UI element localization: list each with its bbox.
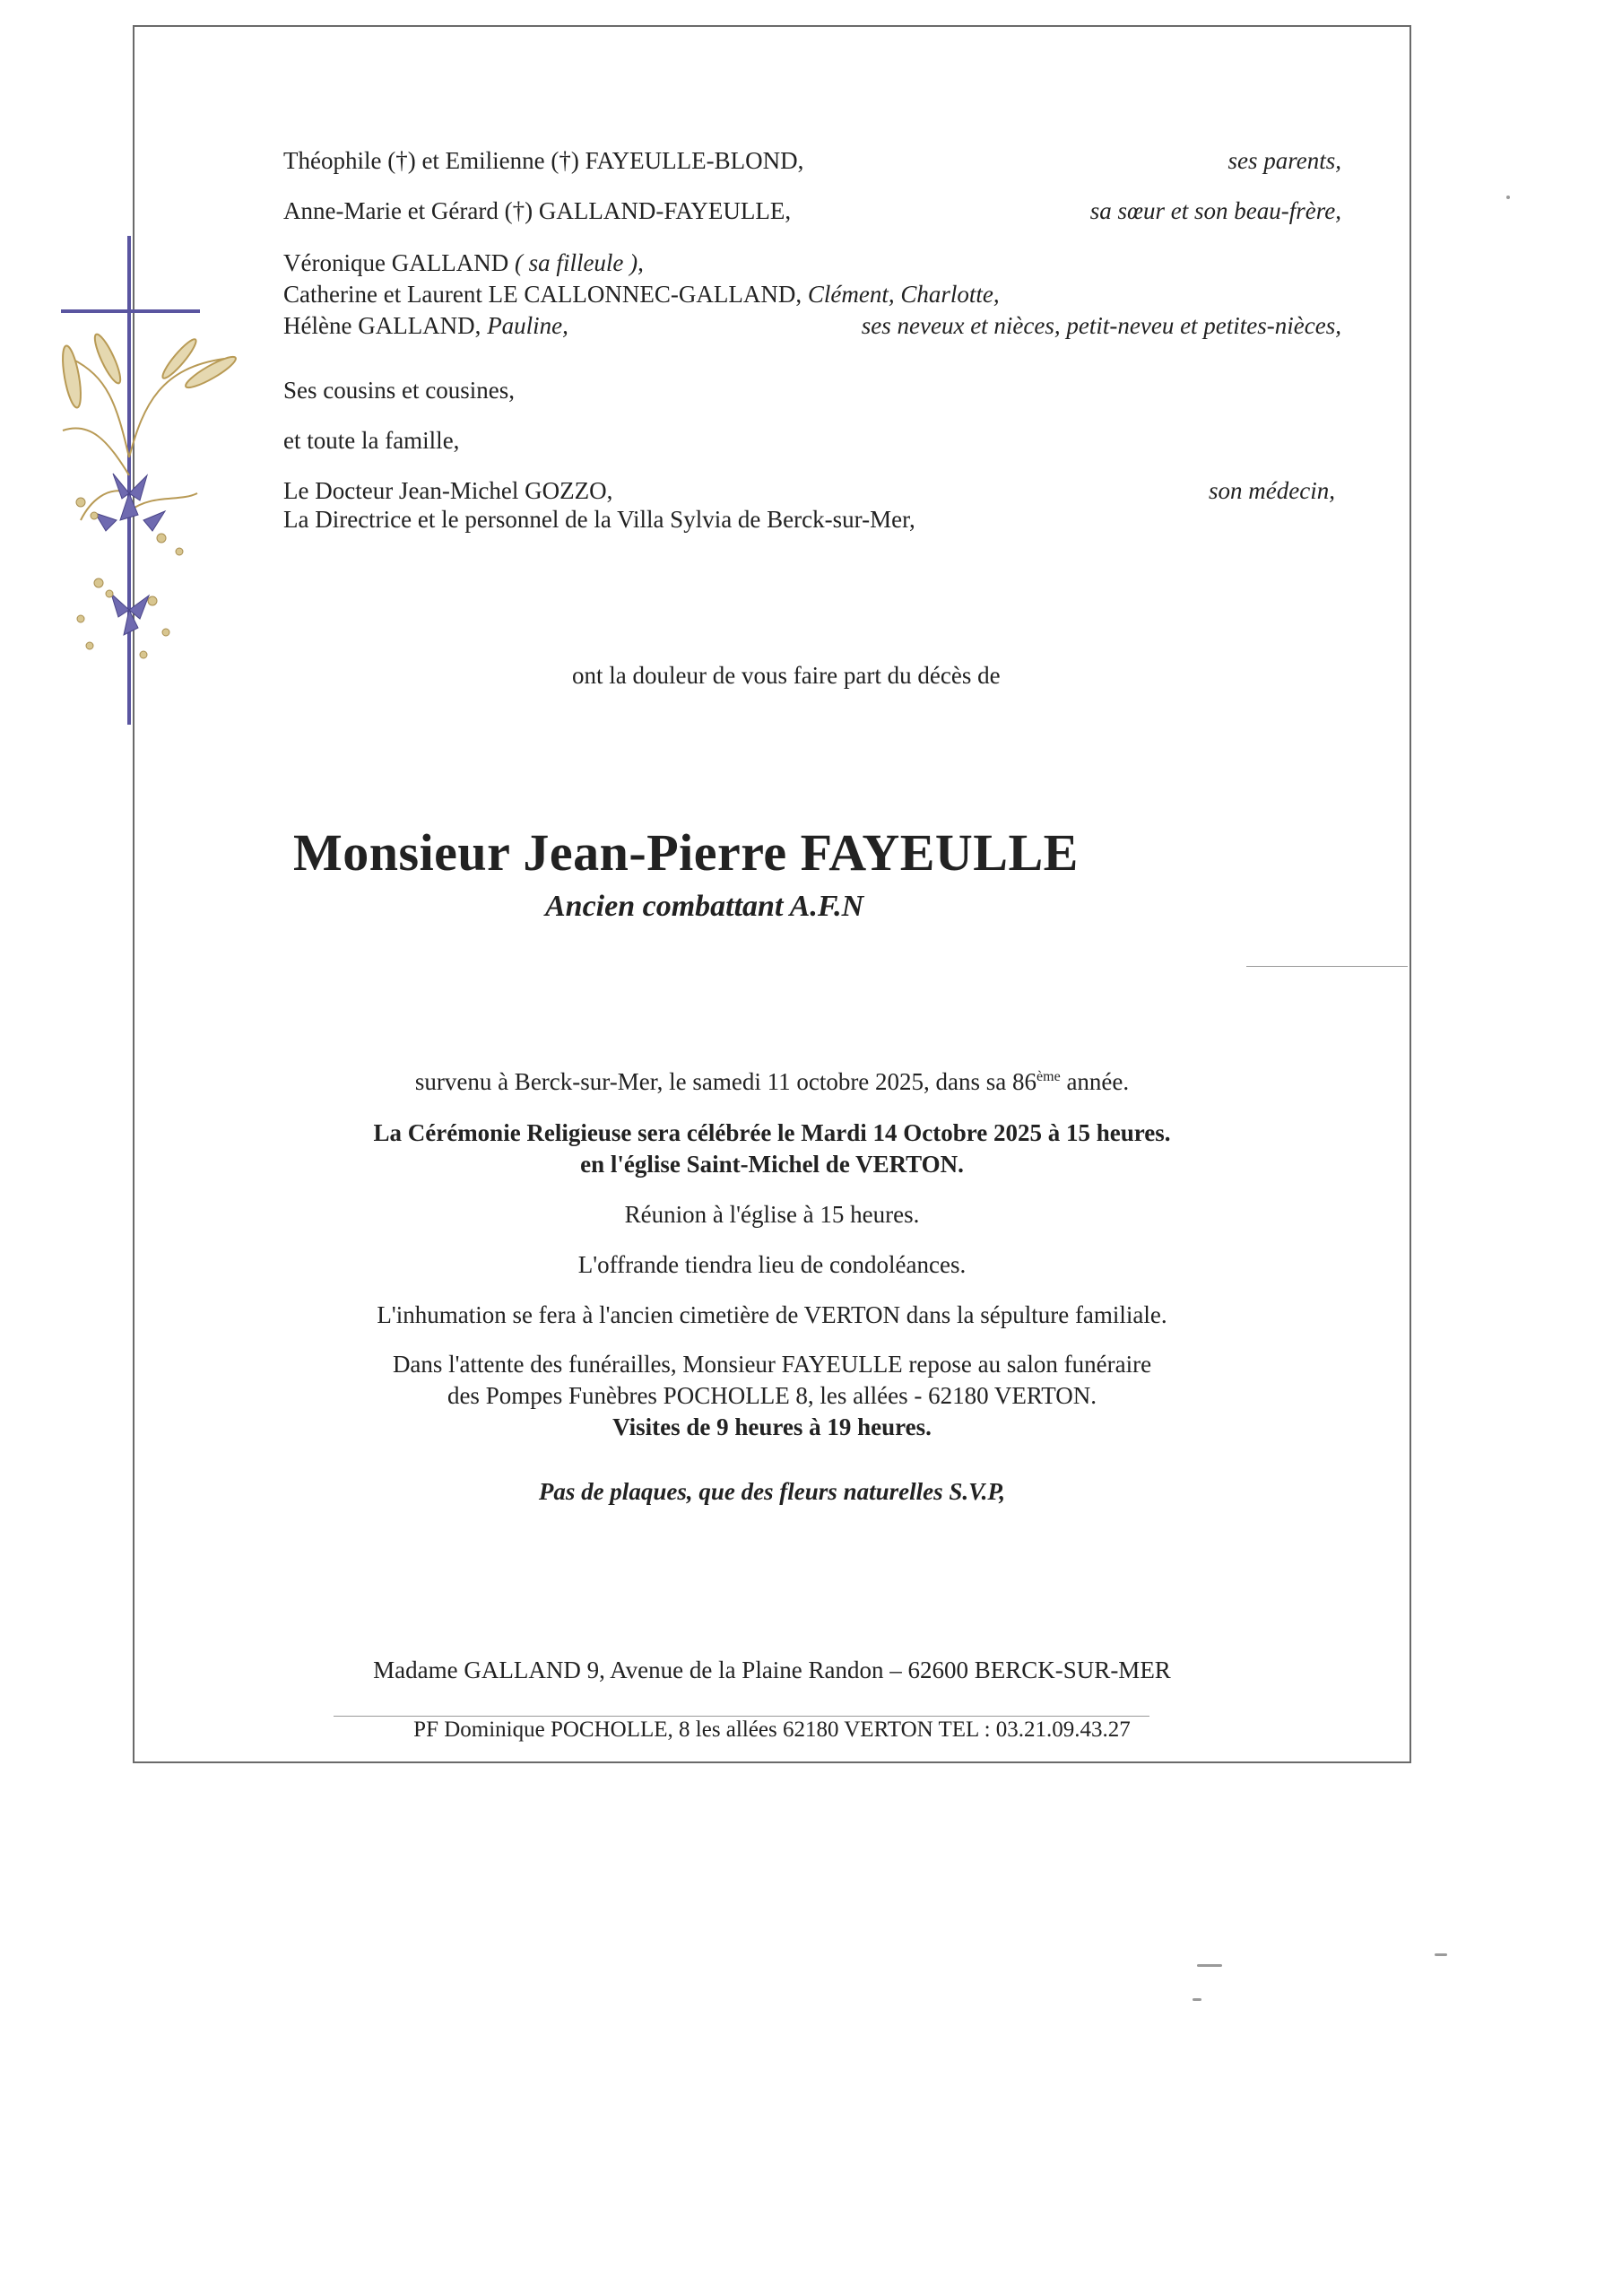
parents-role: ses parents,	[1227, 147, 1341, 174]
doctor-name: Le Docteur Jean-Michel GOZZO,	[283, 477, 613, 504]
veronique-name: Véronique GALLAND	[283, 249, 509, 276]
catherine-children: Clément, Charlotte,	[807, 281, 1000, 308]
announcement-intro: ont la douleur de vous faire part du décès de	[572, 662, 1001, 689]
helene-line	[283, 314, 568, 338]
death-after: année.	[1060, 1068, 1130, 1095]
veronique-note: ( sa filleule ),	[514, 249, 644, 276]
family-address: Madame GALLAND 9, Avenue de la Plaine Randon – 62600 BERCK-SUR-MER	[373, 1657, 1171, 1683]
veronique-line	[283, 251, 644, 275]
catherine-line	[283, 283, 1000, 307]
scan-speck	[1506, 196, 1510, 199]
offering-line: L'offrande tiendra lieu de condoléances.	[577, 1251, 967, 1278]
deceased-name: Monsieur Jean-Pierre FAYEULLE	[293, 823, 1079, 882]
doctor-role: son médecin,	[1209, 477, 1335, 504]
funeral-home-line: PF Dominique POCHOLLE, 8 les allées 62180 VERTON TEL : 03.21.09.43.27	[413, 1718, 1131, 1742]
cousins-line: Ses cousins et cousines,	[283, 377, 515, 404]
scan-speck	[1246, 966, 1408, 967]
wheat-icon	[59, 332, 239, 520]
burial-line: L'inhumation se fera à l'ancien cimetière de VERTON dans la sépulture familiale.	[377, 1301, 1167, 1328]
scan-speck	[1193, 1998, 1201, 2001]
flowers-line: Pas de plaques, que des fleurs naturelles S.V.P,	[538, 1478, 1006, 1505]
helene-child: Pauline,	[487, 312, 568, 339]
death-sup: ème	[1037, 1069, 1061, 1084]
parents-names: Théophile (†) et Emilienne (†) FAYEULLE-BLOND,	[283, 147, 804, 174]
scan-speck	[1435, 1953, 1447, 1956]
rest-line-1: Dans l'attente des funérailles, Monsieur FAYEULLE repose au salon funéraire	[392, 1351, 1152, 1378]
footer-divider	[334, 1716, 1149, 1717]
ceremony-line: La Cérémonie Religieuse sera célébrée le Mardi 14 Octobre 2025 à 15 heures.	[373, 1119, 1171, 1146]
catherine-names: Catherine et Laurent LE CALLONNEC-GALLAND,	[283, 281, 802, 308]
villa-line: La Directrice et le personnel de la Villa Sylvia de Berck-sur-Mer,	[283, 506, 915, 533]
nephews-role: ses neveux et nièces, petit-neveu et petites-nièces,	[861, 312, 1341, 339]
meeting-line: Réunion à l'église à 15 heures.	[624, 1201, 920, 1228]
sister-role: sa sœur et son beau-frère,	[1089, 197, 1341, 224]
death-line	[133, 1070, 1411, 1094]
sister-names: Anne-Marie et Gérard (†) GALLAND-FAYEULLE,	[283, 197, 792, 224]
rest-line-2: des Pompes Funèbres POCHOLLE 8, les allées - 62180 VERTON.	[447, 1382, 1097, 1409]
deceased-subtitle: Ancien combattant A.F.N	[545, 890, 864, 923]
scan-speck	[1197, 1964, 1222, 1967]
church-line: en l'église Saint-Michel de VERTON.	[580, 1151, 964, 1178]
cross-wheat-decoration	[54, 224, 287, 744]
helene-name: Hélène GALLAND,	[283, 312, 481, 339]
cross-icon	[61, 236, 200, 725]
death-text: survenu à Berck-sur-Mer, le samedi 11 octobre 2025, dans sa 86	[414, 1068, 1037, 1095]
visits-line: Visites de 9 heures à 19 heures.	[612, 1413, 932, 1440]
family-line: et toute la famille,	[283, 427, 460, 454]
